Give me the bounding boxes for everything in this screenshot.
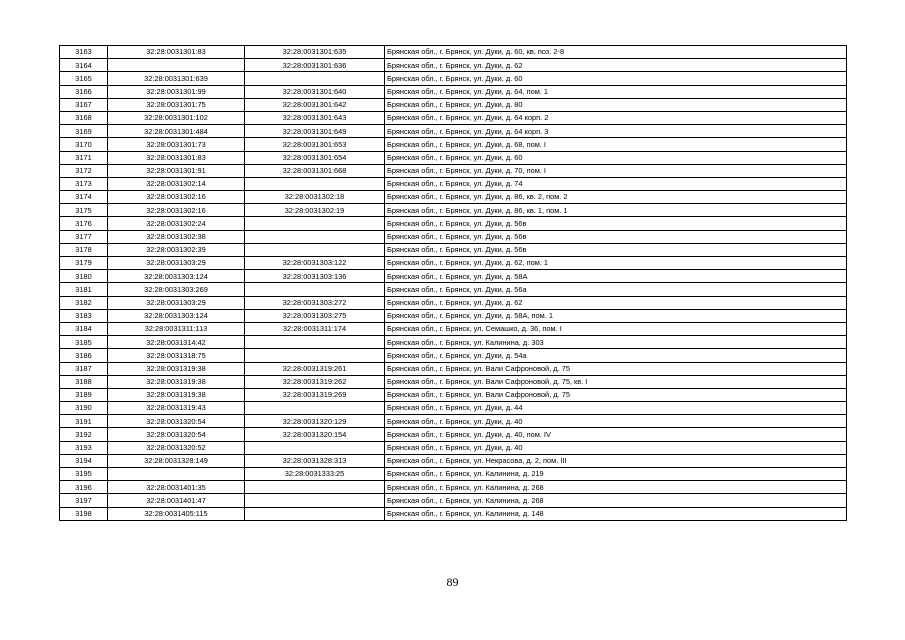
row-number-cell: 3166 — [60, 85, 108, 98]
row-number-cell: 3190 — [60, 402, 108, 415]
object-cadastral-number-cell: 32:28:0031311:174 — [245, 322, 385, 335]
table-row — [60, 72, 847, 85]
table-row — [60, 204, 847, 217]
address-cell: Брянская обл., г. Брянск, ул. Дуки, д. 56в — [385, 217, 847, 230]
table-row — [60, 125, 847, 138]
row-number-cell: 3188 — [60, 375, 108, 388]
table-row — [60, 468, 847, 481]
row-number-cell: 3179 — [60, 257, 108, 270]
object-cadastral-number-cell — [245, 441, 385, 454]
address-cell: Брянская обл., г. Брянск, ул. Дуки, д. 40 — [385, 441, 847, 454]
cadastral-number-cell: 32:28:0031302:24 — [108, 217, 245, 230]
address-cell: Брянская обл., г. Брянск, ул. Дуки, д. 58А — [385, 270, 847, 283]
object-cadastral-number-cell: 32:28:0031301:636 — [245, 59, 385, 72]
object-cadastral-number-cell: 32:28:0031303:272 — [245, 296, 385, 309]
object-cadastral-number-cell — [245, 336, 385, 349]
row-number-cell: 3173 — [60, 177, 108, 190]
address-cell: Брянская обл., г. Брянск, ул. Калинина, д. 268 — [385, 481, 847, 494]
row-number-cell: 3175 — [60, 204, 108, 217]
object-cadastral-number-cell — [245, 402, 385, 415]
table-row — [60, 191, 847, 204]
object-cadastral-number-cell: 32:28:0031302:18 — [245, 191, 385, 204]
row-number-cell: 3172 — [60, 164, 108, 177]
table-row — [60, 507, 847, 520]
object-cadastral-number-cell — [245, 177, 385, 190]
table-row — [60, 98, 847, 111]
address-cell: Брянская обл., г. Брянск, ул. Дуки, д. 62, пом. 1 — [385, 257, 847, 270]
row-number-cell: 3193 — [60, 441, 108, 454]
address-cell: Брянская обл., г. Брянск, ул. Дуки, д. 40, пом. IV — [385, 428, 847, 441]
address-cell: Брянская обл., г. Брянск, ул. Дуки, д. 56в — [385, 230, 847, 243]
address-cell: Брянская обл., г. Брянск, ул. Дуки, д. 80 — [385, 98, 847, 111]
object-cadastral-number-cell — [245, 217, 385, 230]
cadastral-number-cell: 32:28:0031301:102 — [108, 111, 245, 124]
table-row — [60, 296, 847, 309]
object-cadastral-number-cell: 32:28:0031303:275 — [245, 309, 385, 322]
address-cell: Брянская обл., г. Брянск, ул. Дуки, д. 60, кв. поз. 2-8 — [385, 46, 847, 59]
cadastral-number-cell: 32:28:0031301:91 — [108, 164, 245, 177]
object-cadastral-number-cell — [245, 230, 385, 243]
table-row — [60, 481, 847, 494]
row-number-cell: 3195 — [60, 468, 108, 481]
row-number-cell: 3170 — [60, 138, 108, 151]
address-cell: Брянская обл., г. Брянск, ул. Дуки, д. 70, пом. I — [385, 164, 847, 177]
cadastral-number-cell: 32:28:0031401:47 — [108, 494, 245, 507]
address-cell: Брянская обл., г. Брянск, ул. Дуки, д. 74 — [385, 177, 847, 190]
object-cadastral-number-cell — [245, 481, 385, 494]
object-cadastral-number-cell: 32:28:0031301:635 — [245, 46, 385, 59]
row-number-cell: 3198 — [60, 507, 108, 520]
address-cell: Брянская обл., г. Брянск, ул. Дуки, д. 64 корп. 3 — [385, 125, 847, 138]
cadastral-number-cell: 32:28:0031301:83 — [108, 151, 245, 164]
address-cell: Брянская обл., г. Брянск, ул. Вали Сафроновой, д. 75 — [385, 388, 847, 401]
row-number-cell: 3182 — [60, 296, 108, 309]
row-number-cell: 3169 — [60, 125, 108, 138]
table-row — [60, 428, 847, 441]
row-number-cell: 3197 — [60, 494, 108, 507]
row-number-cell: 3177 — [60, 230, 108, 243]
cadastral-number-cell — [108, 59, 245, 72]
object-cadastral-number-cell: 32:28:0031319:269 — [245, 388, 385, 401]
cadastral-number-cell: 32:28:0031303:29 — [108, 257, 245, 270]
object-cadastral-number-cell: 32:28:0031319:262 — [245, 375, 385, 388]
row-number-cell: 3184 — [60, 322, 108, 335]
table-row — [60, 46, 847, 59]
cadastral-number-cell: 32:28:0031301:73 — [108, 138, 245, 151]
object-cadastral-number-cell: 32:28:0031333:25 — [245, 468, 385, 481]
address-cell: Брянская обл., г. Брянск, ул. Калинина, д. 303 — [385, 336, 847, 349]
object-cadastral-number-cell: 32:28:0031320:154 — [245, 428, 385, 441]
address-cell: Брянская обл., г. Брянск, ул. Дуки, д. 44 — [385, 402, 847, 415]
address-cell: Брянская обл., г. Брянск, ул. Дуки, д. 56а — [385, 283, 847, 296]
object-cadastral-number-cell: 32:28:0031303:122 — [245, 257, 385, 270]
table-row — [60, 283, 847, 296]
row-number-cell: 3167 — [60, 98, 108, 111]
row-number-cell: 3174 — [60, 191, 108, 204]
object-cadastral-number-cell: 32:28:0031320:129 — [245, 415, 385, 428]
address-cell: Брянская обл., г. Брянск, ул. Дуки, д. 62 — [385, 296, 847, 309]
table-row — [60, 151, 847, 164]
property-table — [59, 45, 847, 521]
object-cadastral-number-cell — [245, 494, 385, 507]
table-row — [60, 243, 847, 256]
row-number-cell: 3163 — [60, 46, 108, 59]
table-row — [60, 402, 847, 415]
object-cadastral-number-cell: 32:28:0031328:313 — [245, 454, 385, 467]
address-cell: Брянская обл., г. Брянск, ул. Дуки, д. 62 — [385, 59, 847, 72]
cadastral-number-cell: 32:28:0031302:16 — [108, 204, 245, 217]
table-row — [60, 349, 847, 362]
row-number-cell: 3191 — [60, 415, 108, 428]
address-cell: Брянская обл., г. Брянск, ул. Калинина, д. 268 — [385, 494, 847, 507]
row-number-cell: 3165 — [60, 72, 108, 85]
table-row — [60, 322, 847, 335]
cadastral-number-cell: 32:28:0031319:43 — [108, 402, 245, 415]
table-row — [60, 362, 847, 375]
object-cadastral-number-cell — [245, 283, 385, 296]
cadastral-number-cell: 32:28:0031319:38 — [108, 362, 245, 375]
table-row — [60, 257, 847, 270]
row-number-cell: 3178 — [60, 243, 108, 256]
table-row — [60, 177, 847, 190]
row-number-cell: 3192 — [60, 428, 108, 441]
cadastral-number-cell: 32:28:0031303:124 — [108, 270, 245, 283]
table-row — [60, 85, 847, 98]
cadastral-number-cell: 32:28:0031301:75 — [108, 98, 245, 111]
row-number-cell: 3181 — [60, 283, 108, 296]
object-cadastral-number-cell — [245, 349, 385, 362]
row-number-cell: 3168 — [60, 111, 108, 124]
row-number-cell: 3196 — [60, 481, 108, 494]
row-number-cell: 3183 — [60, 309, 108, 322]
cadastral-number-cell: 32:28:0031303:269 — [108, 283, 245, 296]
table-row — [60, 388, 847, 401]
table-row — [60, 441, 847, 454]
row-number-cell: 3171 — [60, 151, 108, 164]
table-row — [60, 270, 847, 283]
table-row — [60, 336, 847, 349]
row-number-cell: 3194 — [60, 454, 108, 467]
cadastral-number-cell — [108, 468, 245, 481]
address-cell: Брянская обл., г. Брянск, ул. Дуки, д. 60 — [385, 72, 847, 85]
object-cadastral-number-cell — [245, 507, 385, 520]
table-row — [60, 375, 847, 388]
cadastral-number-cell: 32:28:0031311:113 — [108, 322, 245, 335]
cadastral-number-cell: 32:28:0031320:52 — [108, 441, 245, 454]
address-cell: Брянская обл., г. Брянск, ул. Дуки, д. 60 — [385, 151, 847, 164]
address-cell: Брянская обл., г. Брянск, ул. Дуки, д. 58А, пом. 1 — [385, 309, 847, 322]
table-row — [60, 59, 847, 72]
table-row — [60, 494, 847, 507]
object-cadastral-number-cell: 32:28:0031301:668 — [245, 164, 385, 177]
cadastral-number-cell: 32:28:0031320:54 — [108, 415, 245, 428]
table-row — [60, 217, 847, 230]
cadastral-number-cell: 32:28:0031328:149 — [108, 454, 245, 467]
address-cell: Брянская обл., г. Брянск, ул. Семашко, д. 36, пом. I — [385, 322, 847, 335]
address-cell: Брянская обл., г. Брянск, ул. Дуки, д. 40 — [385, 415, 847, 428]
cadastral-number-cell: 32:28:0031320:54 — [108, 428, 245, 441]
address-cell: Брянская обл., г. Брянск, ул. Вали Сафроновой, д. 75, кв. I — [385, 375, 847, 388]
address-cell: Брянская обл., г. Брянск, ул. Дуки, д. 56в — [385, 243, 847, 256]
row-number-cell: 3164 — [60, 59, 108, 72]
cadastral-number-cell: 32:28:0031314:42 — [108, 336, 245, 349]
cadastral-number-cell: 32:28:0031301:639 — [108, 72, 245, 85]
object-cadastral-number-cell: 32:28:0031301:643 — [245, 111, 385, 124]
row-number-cell: 3187 — [60, 362, 108, 375]
row-number-cell: 3186 — [60, 349, 108, 362]
object-cadastral-number-cell — [245, 72, 385, 85]
address-cell: Брянская обл., г. Брянск, ул. Дуки, д. 68, пом. I — [385, 138, 847, 151]
object-cadastral-number-cell: 32:28:0031301:642 — [245, 98, 385, 111]
object-cadastral-number-cell: 32:28:0031302:19 — [245, 204, 385, 217]
address-cell: Брянская обл., г. Брянск, ул. Дуки, д. 86, кв. 2, пом. 2 — [385, 191, 847, 204]
cadastral-number-cell: 32:28:0031301:83 — [108, 46, 245, 59]
object-cadastral-number-cell: 32:28:0031303:136 — [245, 270, 385, 283]
cadastral-number-cell: 32:28:0031301:99 — [108, 85, 245, 98]
table-body — [60, 46, 847, 521]
table-row — [60, 230, 847, 243]
cadastral-number-cell: 32:28:0031303:29 — [108, 296, 245, 309]
address-cell: Брянская обл., г. Брянск, ул. Дуки, д. 64 корп. 2 — [385, 111, 847, 124]
object-cadastral-number-cell: 32:28:0031319:261 — [245, 362, 385, 375]
cadastral-number-cell: 32:28:0031303:124 — [108, 309, 245, 322]
cadastral-number-cell: 32:28:0031301:484 — [108, 125, 245, 138]
table-row — [60, 454, 847, 467]
cadastral-number-cell: 32:28:0031319:38 — [108, 375, 245, 388]
address-cell: Брянская обл., г. Брянск, ул. Некрасова, д. 2, пом. III — [385, 454, 847, 467]
table-row — [60, 309, 847, 322]
cadastral-number-cell: 32:28:0031401:35 — [108, 481, 245, 494]
cadastral-number-cell: 32:28:0031302:16 — [108, 191, 245, 204]
table-row — [60, 138, 847, 151]
row-number-cell: 3180 — [60, 270, 108, 283]
cadastral-number-cell: 32:28:0031318:75 — [108, 349, 245, 362]
cadastral-number-cell: 32:28:0031302:38 — [108, 230, 245, 243]
table-row — [60, 111, 847, 124]
address-cell: Брянская обл., г. Брянск, ул. Дуки, д. 64, пом. 1 — [385, 85, 847, 98]
object-cadastral-number-cell: 32:28:0031301:653 — [245, 138, 385, 151]
address-cell: Брянская обл., г. Брянск, ул. Калинина, д. 148 — [385, 507, 847, 520]
object-cadastral-number-cell: 32:28:0031301:640 — [245, 85, 385, 98]
address-cell: Брянская обл., г. Брянск, ул. Дуки, д. 86, кв. 1, пом. 1 — [385, 204, 847, 217]
cadastral-number-cell: 32:28:0031302:14 — [108, 177, 245, 190]
object-cadastral-number-cell — [245, 243, 385, 256]
page-number: 89 — [446, 575, 459, 589]
object-cadastral-number-cell: 32:28:0031301:649 — [245, 125, 385, 138]
row-number-cell: 3189 — [60, 388, 108, 401]
object-cadastral-number-cell: 32:28:0031301:654 — [245, 151, 385, 164]
address-cell: Брянская обл., г. Брянск, ул. Дуки, д. 54а — [385, 349, 847, 362]
address-cell: Брянская обл., г. Брянск, ул. Вали Сафроновой, д. 75 — [385, 362, 847, 375]
row-number-cell: 3176 — [60, 217, 108, 230]
cadastral-number-cell: 32:28:0031405:115 — [108, 507, 245, 520]
table-row — [60, 164, 847, 177]
address-cell: Брянская обл., г. Брянск, ул. Калинина, д. 219 — [385, 468, 847, 481]
row-number-cell: 3185 — [60, 336, 108, 349]
cadastral-number-cell: 32:28:0031302:39 — [108, 243, 245, 256]
cadastral-number-cell: 32:28:0031319:38 — [108, 388, 245, 401]
table-row — [60, 415, 847, 428]
